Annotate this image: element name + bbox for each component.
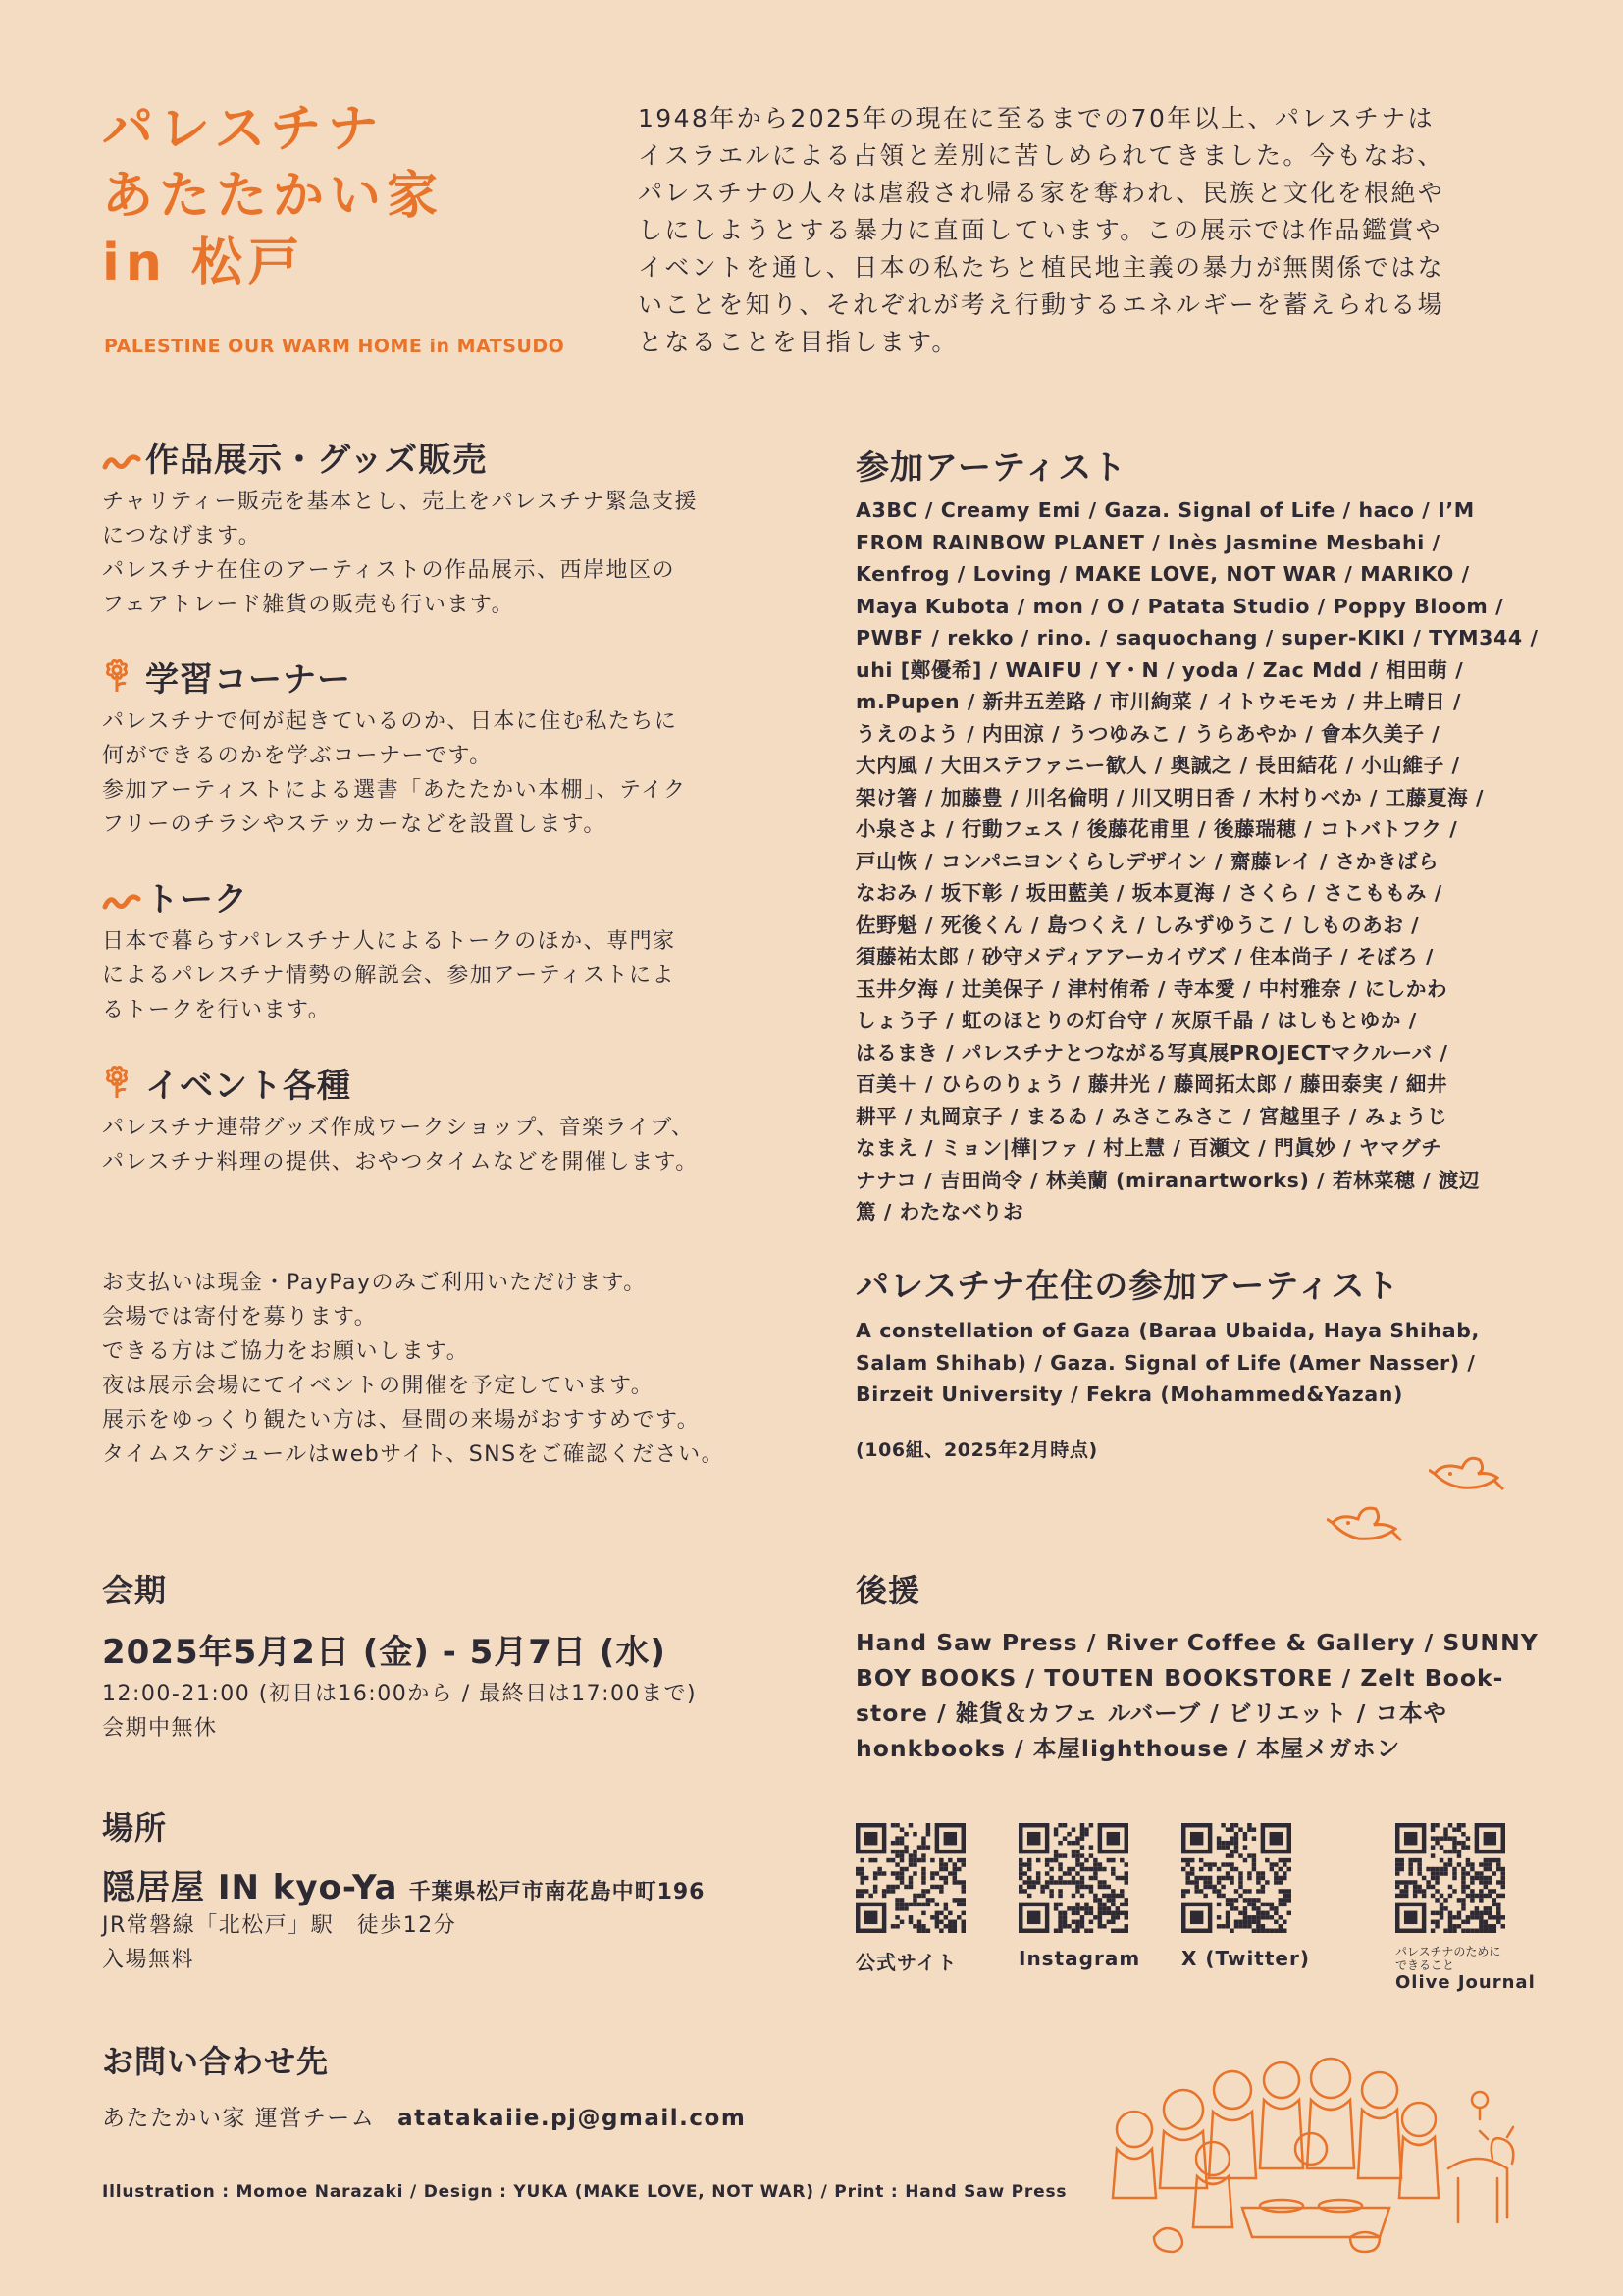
artists-heading: 参加アーティスト bbox=[856, 448, 1127, 488]
venue-fee: 入場無料 bbox=[102, 1948, 195, 1972]
intro-line: 1948年から2025年の現在に至るまでの70年以上、パレスチナは bbox=[638, 104, 1436, 132]
artists-list bbox=[856, 495, 1539, 1228]
qr-olive-journal[interactable] bbox=[1395, 1823, 1536, 1993]
artist-line: ナナコ / 吉田尚令 / 林美蘭 (miranartworks) / 若林菜穂 / 渡辺 bbox=[856, 1168, 1481, 1192]
intro-text bbox=[638, 100, 1444, 361]
artist-line: Birzeit University / Fekra (Mohammed&Yazan) bbox=[856, 1383, 1403, 1406]
body-line: によるパレスチナ情勢の解説会、参加アーティストによ bbox=[102, 963, 675, 988]
artists-section bbox=[856, 445, 1539, 1228]
body-line: フリーのチラシやステッカーなどを設置します。 bbox=[102, 811, 606, 837]
qr-label: Instagram bbox=[1019, 1947, 1141, 1970]
body-line: 何ができるのかを学ぶコーナーです。 bbox=[102, 743, 493, 768]
event-title bbox=[102, 96, 444, 296]
period-hours: 12:00-21:00 (初日は16:00から / 最終日は17:00まで) bbox=[102, 1682, 698, 1706]
intro-line: となることを目指します。 bbox=[638, 328, 959, 356]
artist-line: 耕平 / 丸岡京子 / まるゐ / みさこみさこ / 宮越里子 / みょうじ bbox=[856, 1104, 1448, 1128]
flower-icon bbox=[102, 659, 145, 704]
qr-code-icon bbox=[1395, 1823, 1505, 1933]
section-title: トーク bbox=[145, 880, 248, 919]
intro-line: イベントを通し、日本の私たちと植民地主義の暴力が無関係ではな bbox=[638, 253, 1445, 282]
contact-heading: お問い合わせ先 bbox=[102, 2043, 330, 2080]
body-line: フェアトレード雑貨の販売も行います。 bbox=[102, 592, 515, 617]
artist-line: うえのよう / 内田涼 / うつゆみこ / うらあやか / 會本久美子 / bbox=[856, 721, 1440, 746]
artist-line: 大内風 / 大田ステファニー歓人 / 奥誠之 / 長田結花 / 小山維子 / bbox=[856, 754, 1460, 777]
note-line: 夜は展示会場にてイベントの開催を予定しています。 bbox=[102, 1374, 654, 1398]
section-body bbox=[102, 1111, 809, 1179]
qr-twitter[interactable] bbox=[1181, 1823, 1310, 1970]
artist-line: m.Pupen / 新井五差路 / 市川絢菜 / イトウモモカ / 井上晴日 / bbox=[856, 690, 1462, 713]
note-line: お支払いは現金・PayPayのみご利用いただけます。 bbox=[102, 1271, 647, 1295]
worm-icon bbox=[102, 879, 145, 924]
artist-line: 須藤祐太郎 / 砂守メディアアーカイヴズ / 住本尚子 / そぼろ / bbox=[856, 945, 1435, 968]
period-section bbox=[102, 1566, 697, 1746]
title-line-3: in 松戸 bbox=[102, 234, 305, 292]
qr-label: X (Twitter) bbox=[1181, 1947, 1310, 1970]
note-line: 展示をゆっくり観たい方は、昼間の来場がおすすめです。 bbox=[102, 1408, 701, 1433]
title-line-1: パレスチナ bbox=[102, 100, 385, 159]
intro-line: パレスチナの人々は虐殺され帰る家を奪われ、民族と文化を根絶や bbox=[638, 179, 1445, 207]
support-list bbox=[856, 1625, 1539, 1766]
artist-line: Kenfrog / Loving / MAKE LOVE, NOT WAR / MARIKO / bbox=[856, 562, 1470, 586]
palestine-artists-heading: パレスチナ在住の参加アーティスト bbox=[856, 1267, 1400, 1306]
support-line: BOY BOOKS / TOUTEN BOOKSTORE / Zelt Book- bbox=[856, 1664, 1504, 1692]
artist-line: Salam Shihab) / Gaza. Signal of Life (Amer Nasser) / bbox=[856, 1350, 1476, 1375]
artist-line: 架け箸 / 加藤豊 / 川名倫明 / 川又明日香 / 木村りべか / 工藤夏海 / bbox=[856, 785, 1485, 809]
support-line: honkbooks / 本屋lighthouse / 本屋メガホン bbox=[856, 1735, 1401, 1762]
period-dates: 2025年5月2日 (金) - 5月7日 (水) bbox=[102, 1633, 666, 1672]
body-line: パレスチナ在住のアーティストの作品展示、西岸地区の bbox=[102, 557, 675, 583]
qr-code-icon bbox=[1019, 1823, 1128, 1933]
qr-small-label: パレスチナのために bbox=[1395, 1945, 1501, 1958]
body-line: 日本で暮らすパレスチナ人によるトークのほか、専門家 bbox=[102, 928, 676, 954]
section-heading bbox=[102, 438, 809, 485]
bird-illustration bbox=[1327, 1501, 1405, 1550]
period-no-holiday: 会期中無休 bbox=[102, 1716, 218, 1741]
artist-line: 玉井夕海 / 辻美保子 / 津村侑希 / 寺本愛 / 中村雅奈 / にしかわ bbox=[856, 976, 1448, 1001]
qr-official-site[interactable] bbox=[856, 1823, 966, 1975]
artist-line: A constellation of Gaza (Baraa Ubaida, Haya Shihab, bbox=[856, 1319, 1480, 1342]
period-heading: 会期 bbox=[102, 1572, 168, 1609]
artist-line: 戸山恢 / コンパニヨンくらしデザイン / 齋藤レイ / さかきばら bbox=[856, 849, 1440, 873]
title-line-2: あたたかい家 bbox=[102, 167, 445, 226]
artist-count-note: (106組、2025年2月時点) bbox=[856, 1438, 1098, 1461]
note-line: 会場では寄付を募ります。 bbox=[102, 1305, 378, 1330]
notes bbox=[102, 1266, 724, 1472]
contact-team: あたたかい家 運営チーム bbox=[102, 2106, 376, 2131]
credits: Illustration : Momoe Narazaki / Design : YUKA (MAKE LOVE, NOT WAR) / Print : Hand Saw Press bbox=[102, 2182, 1068, 2202]
section-title: イベント各種 bbox=[145, 1067, 351, 1106]
qr-label: Olive Journal bbox=[1395, 1972, 1536, 1993]
body-line: チャリティー販売を基本とし、売上をパレスチナ緊急支援 bbox=[102, 489, 699, 514]
artist-line: はるまき / パレスチナとつながる写真展PROJECTマクルーバ / bbox=[856, 1040, 1448, 1065]
event-subtitle: PALESTINE OUR WARM HOME in MATSUDO bbox=[104, 336, 565, 357]
venue-heading: 場所 bbox=[102, 1809, 168, 1847]
venue-address: 千葉県松戸市南花島中町196 bbox=[408, 1880, 706, 1905]
support-section bbox=[856, 1566, 1539, 1766]
support-heading: 後援 bbox=[856, 1572, 921, 1609]
artist-line: なおみ / 坂下彰 / 坂田藍美 / 坂本夏海 / さくら / さこももみ / bbox=[856, 881, 1442, 905]
section-title: 作品展示・グッズ販売 bbox=[145, 441, 488, 480]
section-learning bbox=[102, 657, 809, 842]
artist-line: しょう子 / 虹のほとりの灯台守 / 灰原千晶 / はしもとゆか / bbox=[856, 1009, 1417, 1032]
flower-icon bbox=[102, 1066, 145, 1111]
body-line: るトークを行います。 bbox=[102, 997, 332, 1022]
artist-line: uhi [鄭優希] / WAIFU / Y・N / yoda / Zac Mdd / 相田萌 / bbox=[856, 657, 1464, 682]
artist-line: Maya Kubota / mon / O / Patata Studio / Poppy Bloom / bbox=[856, 594, 1504, 618]
body-line: パレスチナ料理の提供、おやつタイムなどを開催します。 bbox=[102, 1149, 699, 1174]
qr-instagram[interactable] bbox=[1019, 1823, 1140, 1970]
people-gathering-illustration bbox=[1095, 2041, 1527, 2267]
body-line: につなげます。 bbox=[102, 523, 262, 548]
bird-illustration bbox=[1429, 1450, 1507, 1499]
intro-line: イスラエルによる占領と差別に苦しめられてきました。今もなお、 bbox=[638, 141, 1444, 170]
artist-line: PWBF / rekko / rino. / saquochang / super-KIKI / TYM344 / bbox=[856, 626, 1539, 650]
support-line: store / 雑貨＆カフェ ルバーブ / ビリエット / コ本や bbox=[856, 1699, 1447, 1727]
venue-name: 隠居屋 IN kyo-Ya bbox=[102, 1868, 398, 1907]
contact-section bbox=[102, 2037, 746, 2132]
body-line: パレスチナ連帯グッズ作成ワークショップ、音楽ライブ、 bbox=[102, 1115, 695, 1140]
artist-line: FROM RAINBOW PLANET / Inès Jasmine Mesbahi / bbox=[856, 530, 1440, 554]
artist-line: A3BC / Creamy Emi / Gaza. Signal of Life / haco / I’M bbox=[856, 498, 1475, 522]
artist-line: 佐野魁 / 死後くん / 島つくえ / しみずゆうこ / しものあお / bbox=[856, 913, 1420, 937]
palestine-artists-list bbox=[856, 1315, 1523, 1411]
section-events bbox=[102, 1064, 809, 1179]
contact-email[interactable]: atatakaiie.pj@gmail.com bbox=[397, 2106, 747, 2131]
section-body bbox=[102, 485, 809, 622]
palestine-artists-section bbox=[856, 1264, 1523, 1466]
section-body bbox=[102, 704, 809, 842]
section-body bbox=[102, 924, 809, 1027]
qr-label: 公式サイト bbox=[856, 1951, 958, 1974]
body-line: 参加アーティストによる選書「あたたかい本棚」、テイク bbox=[102, 777, 687, 803]
venue-section bbox=[102, 1803, 706, 1977]
intro-line: いことを知り、それぞれが考え行動するエネルギーを蓄えられる場 bbox=[638, 290, 1445, 319]
intro-line: しにしようとする暴力に直面しています。この展示では作品鑑賞や bbox=[638, 216, 1443, 244]
support-line: Hand Saw Press / River Coffee & Gallery / SUNNY bbox=[856, 1629, 1539, 1656]
section-title: 学習コーナー bbox=[145, 660, 351, 700]
section-heading bbox=[102, 657, 809, 704]
note-line: できる方はご協力をお願いします。 bbox=[102, 1339, 470, 1364]
venue-access: JR常磐線「北松戸」駅 徒歩12分 bbox=[102, 1913, 457, 1938]
artist-line: 篤 / わたなべりお bbox=[856, 1200, 1024, 1224]
artist-line: 小泉さよ / 行動フェス / 後藤花甫里 / 後藤瑞穂 / コトバトフク / bbox=[856, 817, 1458, 841]
section-heading bbox=[102, 877, 809, 924]
artist-line: 百美＋ / ひらのりょう / 藤井光 / 藤岡拓太郎 / 藤田泰実 / 細井 bbox=[856, 1072, 1448, 1096]
note-line: タイムスケジュールはwebサイト、SNSをご確認ください。 bbox=[102, 1442, 725, 1467]
worm-icon bbox=[102, 440, 145, 485]
body-line: パレスチナで何が起きているのか、日本に住む私たちに bbox=[102, 708, 678, 734]
qr-code-icon bbox=[856, 1823, 966, 1933]
artist-line: なまえ / ミョン|樺|ファ / 村上慧 / 百瀬文 / 門眞妙 / ヤマグチ bbox=[856, 1136, 1442, 1160]
section-exhibition bbox=[102, 438, 809, 622]
qr-code-icon bbox=[1181, 1823, 1291, 1933]
qr-small-label: できること bbox=[1395, 1958, 1455, 1972]
section-heading bbox=[102, 1064, 809, 1111]
section-talk bbox=[102, 877, 809, 1027]
